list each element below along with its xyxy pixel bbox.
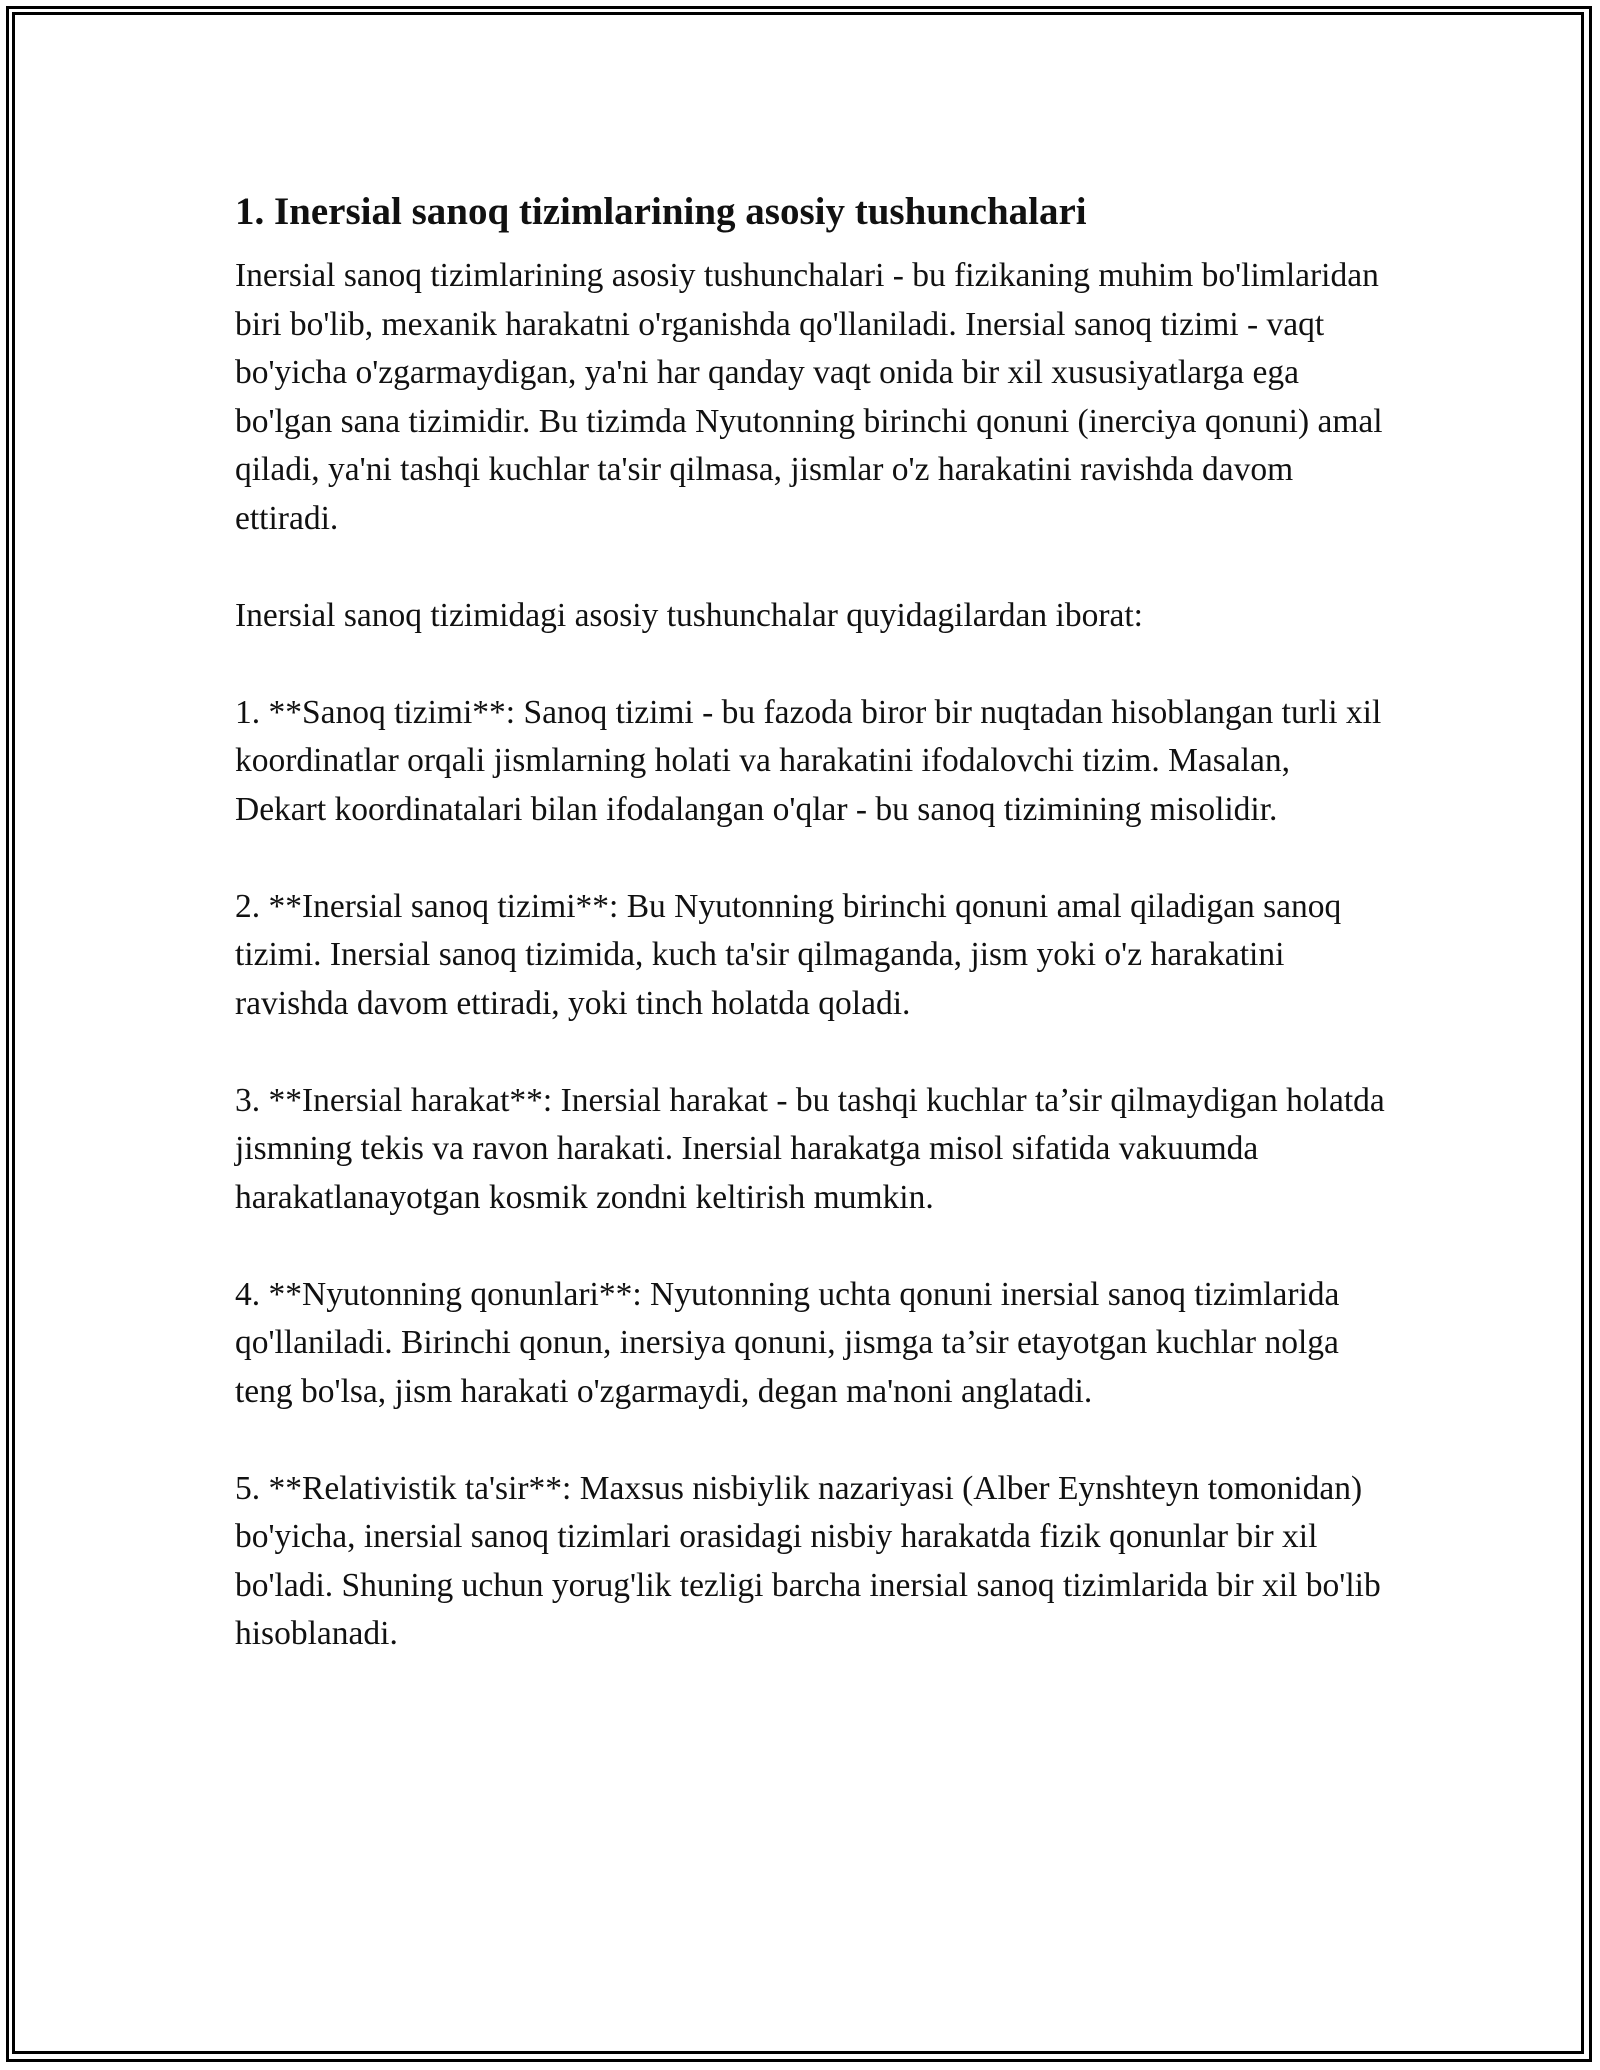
paragraph-gap [235,543,1385,592]
intro-paragraph: Inersial sanoq tizimlarining asosiy tushunchalari - bu fizikaning muhim bo'limlaridan biri bo'lib, mexanik harakatni o'rganishda qo'llaniladi. Inersial sanoq tizimi - vaqt bo'yicha o'zgarmaydigan, ya'ni har qanday vaqt onida bir xil xususiyatlarga ega bo'lgan sana tizimidir. Bu tizimda Nyutonning birinchi qonuni (inerciya qonuni) amal qiladi, ya'ni tashqi kuchlar ta'sir qilmasa, jismlar o'z harakatini ravishda davom ettiradi. [235,257,1391,537]
list-item-nyuton-qonunlari: 4. **Nyutonning qonunlari**: Nyutonning uchta qonuni inersial sanoq tizimlarida qo'llaniladi. Birinchi qonun, inersiya qonuni, jismga ta’sir etayotgan kuchlar nolga teng bo'lsa, jism harakati o'zgarmaydi, degan ma'noni anglatadi. [235,1275,1348,1410]
lead-paragraph: Inersial sanoq tizimidagi asosiy tushunchalar quyidagilardan iborat: [235,596,1143,634]
document-body [235,184,1394,1659]
list-item-relativistik-tasir: 5. **Relativistik ta'sir**: Maxsus nisbiylik nazariyasi (Alber Eynshteyn tomonidan) bo'yicha, inersial sanoq tizimlari orasidagi nisbiy harakatda fizik qonunlar bir xil bo'ladi. Shuning uchun yorug'lik tezligi barcha inersial sanoq tizimlarida bir xil bo'lib hisoblanadi. [235,1469,1390,1652]
paragraph-gap [235,834,1385,883]
paragraph-gap [235,1028,1385,1077]
paragraph-gap [235,640,1385,689]
list-item-sanoq-tizimi: 1. **Sanoq tizimi**: Sanoq tizimi - bu fazoda biror bir nuqtadan hisoblangan turli xil koordinatlar orqali jismlarning holati va harakatini ifodalovchi tizim. Masalan, Dekart koordinatalari bilan ifodalangan o'qlar - bu sanoq tizimining misolidir. [235,693,1390,828]
paragraph-gap [235,1222,1385,1271]
paragraph-gap [235,1416,1385,1465]
section-heading: 1. Inersial sanoq tizimlarining asosiy tushunchalari [235,190,1087,233]
list-item-inersial-sanoq-tizimi: 2. **Inersial sanoq tizimi**: Bu Nyutonning birinchi qonuni amal qiladigan sanoq tizimi. Inersial sanoq tizimida, kuch ta'sir qilmaganda, jism yoki o'z harakatini ravishda davom ettiradi, yoki tinch holatda qoladi. [235,887,1350,1022]
list-item-inersial-harakat: 3. **Inersial harakat**: Inersial harakat - bu tashqi kuchlar ta’sir qilmaydigan holatda jismning tekis va ravon harakati. Inersial harakatga misol sifatida vakuumda harakatlanayotgan kosmik zondni keltirish mumkin. [235,1081,1394,1216]
